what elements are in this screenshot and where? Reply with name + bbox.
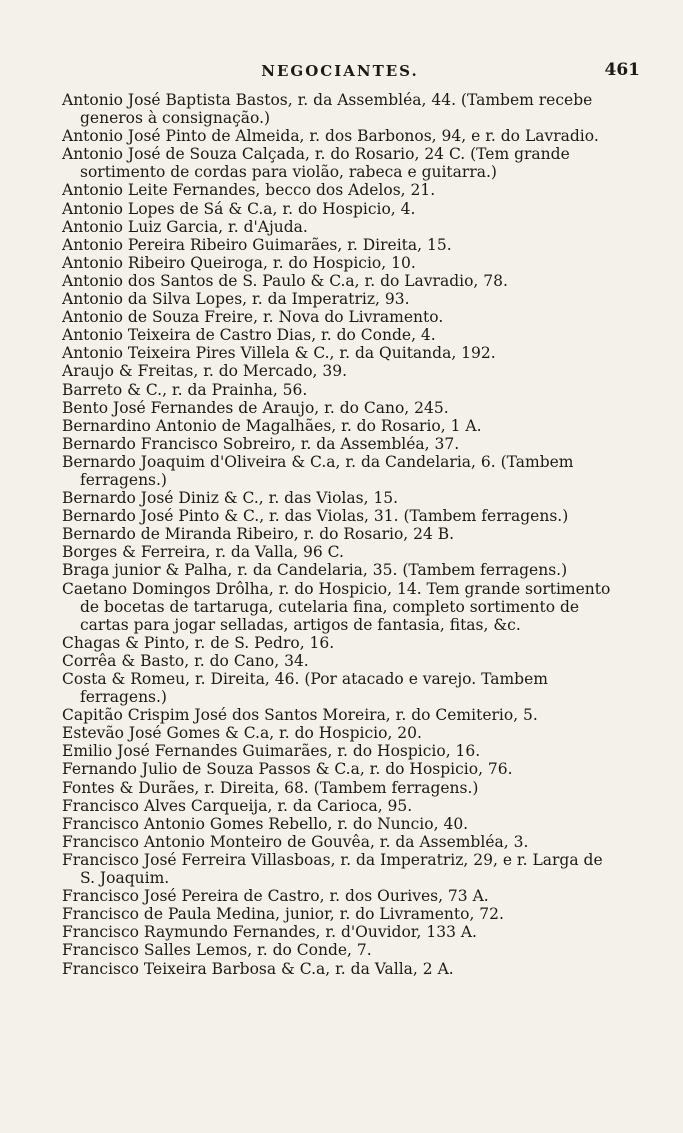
list-item: Antonio Teixeira de Castro Dias, r. do Conde, 4. xyxy=(62,326,436,345)
list-item: Bento José Fernandes de Araujo, r. do Cano, 245. xyxy=(62,398,449,417)
merchant-list xyxy=(62,91,622,978)
list-item: Caetano Domingos Drôlha, r. do Hospicio, 14. Tem grande sortimento de bocetas de tartaruga, cutelaria fina, completo sortimento de cartas para jogar selladas, artigos de fantasia, fitas, &c. xyxy=(62,579,611,634)
list-item: Francisco José Ferreira Villasboas, r. da Imperatriz, 29, e r. Larga de S. Joaquim. xyxy=(62,850,603,888)
list-item: Bernardino Antonio de Magalhães, r. do Rosario, 1 A. xyxy=(62,416,482,435)
list-item: Estevão José Gomes & C.a, r. do Hospicio, 20. xyxy=(62,724,422,743)
list-item: Borges & Ferreira, r. da Valla, 96 C. xyxy=(62,543,344,562)
list-item: Francisco Raymundo Fernandes, r. d'Ouvidor, 133 A. xyxy=(62,923,477,942)
list-item: Chagas & Pinto, r. de S. Pedro, 16. xyxy=(62,633,335,652)
list-item: Francisco Antonio Monteiro de Gouvêa, r. da Assembléa, 3. xyxy=(62,832,529,851)
list-item: Bernardo José Pinto & C., r. das Violas, 31. (Tambem ferragens.) xyxy=(62,507,569,526)
list-item: Antonio Luiz Garcia, r. d'Ajuda. xyxy=(62,217,308,236)
page-number: 461 xyxy=(604,60,640,80)
list-item: Francisco José Pereira de Castro, r. dos Ourives, 73 A. xyxy=(62,887,489,906)
list-item: Francisco Alves Carqueija, r. da Carioca, 95. xyxy=(62,796,413,815)
list-item: Antonio José Baptista Bastos, r. da Assembléa, 44. (Tambem recebe generos à consignação.) xyxy=(62,91,593,128)
list-item: Antonio Teixeira Pires Villela & C., r. da Quitanda, 192. xyxy=(62,344,496,363)
list-item: Fontes & Durães, r. Direita, 68. (Tambem ferragens.) xyxy=(62,778,479,797)
list-item: Antonio da Silva Lopes, r. da Imperatriz, 93. xyxy=(62,290,410,309)
list-item: Corrêa & Basto, r. do Cano, 34. xyxy=(62,651,309,670)
list-item: Fernando Julio de Souza Passos & C.a, r. do Hospicio, 76. xyxy=(62,760,513,779)
list-item: Antonio José de Souza Calçada, r. do Rosario, 24 C. (Tem grande sortimento de cordas para violão, rabeca e guitarra.) xyxy=(62,145,570,182)
list-item: Antonio Lopes de Sá & C.a, r. do Hospicio, 4. xyxy=(62,199,416,218)
list-item: Antonio Leite Fernandes, becco dos Adelos, 21. xyxy=(62,181,436,200)
list-item: Antonio dos Santos de S. Paulo & C.a, r. do Lavradio, 78. xyxy=(62,271,508,290)
list-item: Bernardo de Miranda Ribeiro, r. do Rosario, 24 B. xyxy=(62,525,455,544)
list-item: Barreto & C., r. da Prainha, 56. xyxy=(62,380,308,399)
list-item: Araujo & Freitas, r. do Mercado, 39. xyxy=(62,362,348,381)
running-title: NEGOCIANTES. xyxy=(261,62,419,80)
list-item: Francisco Teixeira Barbosa & C.a, r. da Valla, 2 A. xyxy=(62,959,454,978)
list-item: Francisco Antonio Gomes Rebello, r. do Nuncio, 40. xyxy=(62,814,469,833)
list-item: Emilio José Fernandes Guimarães, r. do Hospicio, 16. xyxy=(62,742,481,761)
list-item: Francisco de Paula Medina, junior, r. do Livramento, 72. xyxy=(62,905,504,924)
list-item: Costa & Romeu, r. Direita, 46. (Por atacado e varejo. Tambem ferragens.) xyxy=(62,670,548,707)
list-item: Bernardo José Diniz & C., r. das Violas, 15. xyxy=(62,489,399,508)
list-item: Capitão Crispim José dos Santos Moreira, r. do Cemiterio, 5. xyxy=(62,706,538,725)
list-item: Antonio Ribeiro Queiroga, r. do Hospicio, 10. xyxy=(62,253,416,272)
list-item: Antonio Pereira Ribeiro Guimarães, r. Direita, 15. xyxy=(62,235,452,254)
list-item: Francisco Salles Lemos, r. do Conde, 7. xyxy=(62,941,372,960)
list-item: Antonio de Souza Freire, r. Nova do Livramento. xyxy=(62,308,444,327)
list-item: Bernardo Francisco Sobreiro, r. da Assembléa, 37. xyxy=(62,434,460,453)
list-item: Antonio José Pinto de Almeida, r. dos Barbonos, 94, e r. do Lavradio. xyxy=(62,127,599,146)
page-header xyxy=(40,62,640,88)
list-item: Braga junior & Palha, r. da Candelaria, 35. (Tambem ferragens.) xyxy=(62,561,568,580)
list-item: Bernardo Joaquim d'Oliveira & C.a, r. da Candelaria, 6. (Tambem ferragens.) xyxy=(62,452,574,489)
